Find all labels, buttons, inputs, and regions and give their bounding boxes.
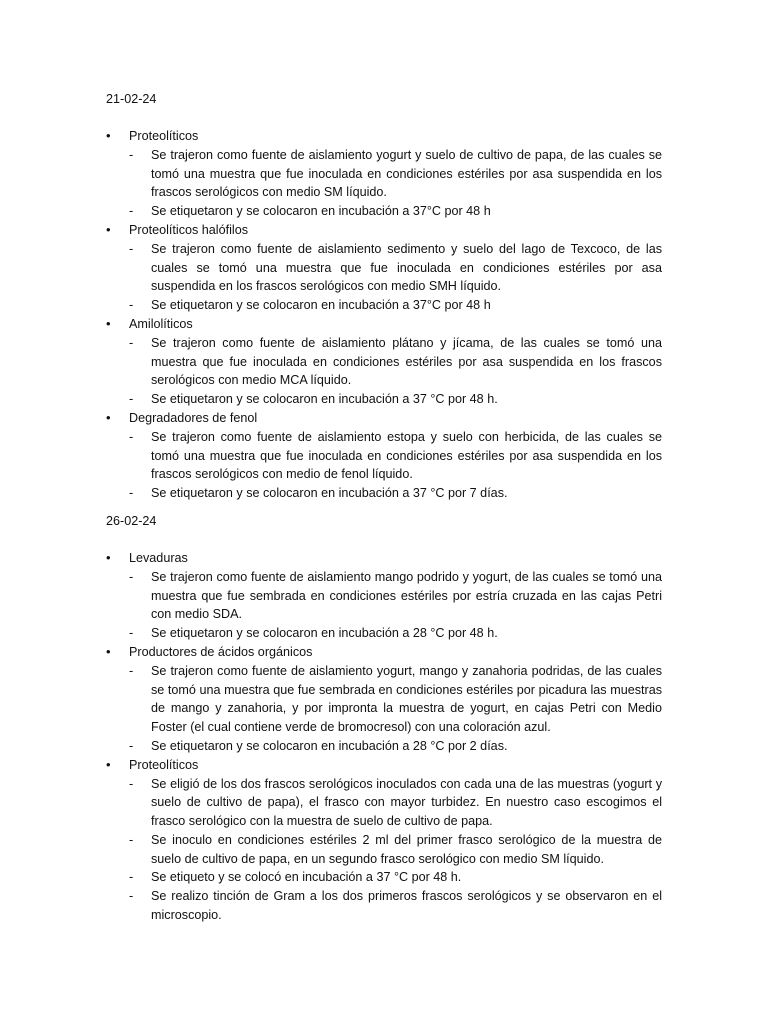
- bullet-icon: •: [106, 315, 111, 331]
- dash-icon: -: [129, 832, 134, 847]
- category-block: [106, 127, 662, 221]
- list-item: [129, 868, 662, 887]
- item-text: Se etiquetaron y se colocaron en incubación a 28 °C por 48 h.: [151, 626, 498, 641]
- section-date: 21-02-24: [106, 92, 157, 106]
- bullet-icon: •: [106, 643, 111, 659]
- item-text: Se etiquetaron y se colocaron en incubación a 28 °C por 2 días.: [151, 738, 508, 753]
- item-list: [129, 146, 662, 221]
- dash-icon: -: [129, 663, 134, 678]
- list-item: [129, 831, 662, 869]
- list-item: [129, 484, 662, 503]
- list-item: [129, 568, 662, 624]
- item-list: [129, 568, 662, 643]
- category-block: [106, 315, 662, 409]
- item-text: Se eligió de los dos frascos serológicos inoculados con cada una de las muestras (yogurt y suelo de cultivo de papa), el frasco con mayor turbidez. En nuestro caso escogimos el frasco serológico con la muestra de suelo de cultivo de papa.: [151, 776, 662, 829]
- item-list: [129, 428, 662, 503]
- item-text: Se realizo tinción de Gram a los dos primeros frascos serológicos y se observaron en el microscopio.: [151, 889, 662, 923]
- section-date: 26-02-24: [106, 513, 157, 528]
- item-text: Se inoculo en condiciones estériles 2 ml del primer frasco serológico de la muestra de suelo de cultivo de papa, en un segundo frasco serológico con medio SM líquido.: [151, 832, 662, 866]
- list-item: [129, 624, 662, 643]
- category-block: [106, 409, 662, 503]
- item-text: Se etiquetaron y se colocaron en incubación a 37 °C por 48 h.: [151, 392, 498, 407]
- dash-icon: -: [129, 298, 134, 313]
- item-text: Se trajeron como fuente de aislamiento sedimento y suelo del lago de Texcoco, de las cuales se tomó una muestra que fue inoculada en condiciones estériles por asa suspendida en los frascos serológicos con medio SMH líquido.: [151, 241, 662, 294]
- list-item: [129, 240, 662, 296]
- item-text: Se etiqueto y se colocó en incubación a 37 °C por 48 h.: [151, 870, 462, 885]
- list-item: [129, 296, 662, 315]
- list-item: [129, 887, 662, 925]
- dash-icon: -: [129, 429, 134, 444]
- list-item: [129, 428, 662, 484]
- category-block: [106, 221, 662, 315]
- dash-icon: -: [129, 392, 134, 407]
- item-text: Se trajeron como fuente de aislamiento yogurt y suelo de cultivo de papa, de las cuales se tomó una muestra que fue inoculada en condiciones estériles por asa suspendida en los frascos serológicos con medio SM líquido.: [151, 147, 662, 200]
- item-text: Se trajeron como fuente de aislamiento plátano y jícama, de las cuales se tomó una muestra que fue inoculada en condiciones estériles por asa suspendida en los frascos serológicos con medio MCA líquido.: [151, 335, 662, 388]
- dash-icon: -: [129, 776, 134, 791]
- category-title: Productores de ácidos orgánicos: [129, 644, 313, 659]
- item-list: [129, 662, 662, 756]
- item-text: Se etiquetaron y se colocaron en incubación a 37°C por 48 h: [151, 204, 491, 219]
- bullet-icon: •: [106, 409, 111, 425]
- bullet-icon: •: [106, 756, 111, 772]
- document-page: [106, 90, 662, 925]
- category-title: Levaduras: [129, 550, 188, 565]
- dash-icon: -: [129, 889, 134, 904]
- list-item: [129, 662, 662, 737]
- bullet-icon: •: [106, 549, 111, 565]
- dash-icon: -: [129, 147, 134, 162]
- dash-icon: -: [129, 870, 134, 885]
- dash-icon: -: [129, 738, 134, 753]
- category-title: Amilolíticos: [129, 316, 193, 331]
- category-title: Degradadores de fenol: [129, 410, 258, 425]
- item-list: [129, 775, 662, 925]
- dash-icon: -: [129, 241, 134, 256]
- item-list: [129, 334, 662, 409]
- item-text: Se etiquetaron y se colocaron en incubación a 37°C por 48 h: [151, 298, 491, 313]
- list-item: [129, 146, 662, 202]
- list-item: [129, 202, 662, 221]
- bullet-icon: •: [106, 221, 111, 237]
- item-text: Se trajeron como fuente de aislamiento estopa y suelo con herbicida, de las cuales se tomó una muestra que fue inoculada en condiciones estériles por asa suspendida en los frascos serológicos con medio de fenol líquido.: [151, 429, 662, 482]
- list-item: [129, 390, 662, 409]
- item-text: Se etiquetaron y se colocaron en incubación a 37 °C por 7 días.: [151, 486, 508, 501]
- list-item: [129, 775, 662, 831]
- category-block: [106, 756, 662, 925]
- category-title: Proteolíticos halófilos: [129, 222, 249, 237]
- item-text: Se trajeron como fuente de aislamiento yogurt, mango y zanahoria podridas, de las cuales se tomó una muestra que fue sembrada en condiciones estériles por picadura las muestras de mango y zanahoria, y por impronta la muestra de yogurt, en cajas Petri con Medio Foster (el cual contiene verde de bromocresol) con una coloración azul.: [151, 663, 662, 735]
- dash-icon: -: [129, 569, 134, 584]
- dash-icon: -: [129, 335, 134, 350]
- category-title: Proteolíticos: [129, 129, 199, 143]
- category-title: Proteolíticos: [129, 757, 199, 772]
- bullet-icon: •: [106, 128, 111, 143]
- category-block: [106, 549, 662, 643]
- dash-icon: -: [129, 626, 134, 641]
- dash-icon: -: [129, 204, 134, 219]
- category-block: [106, 643, 662, 756]
- item-text: Se trajeron como fuente de aislamiento mango podrido y yogurt, de las cuales se tomó una muestra que fue sembrada en condiciones estériles por estría cruzada en las cajas Petri con medio SDA.: [151, 569, 662, 622]
- list-item: [129, 334, 662, 390]
- item-list: [129, 240, 662, 315]
- dash-icon: -: [129, 486, 134, 501]
- list-item: [129, 737, 662, 756]
